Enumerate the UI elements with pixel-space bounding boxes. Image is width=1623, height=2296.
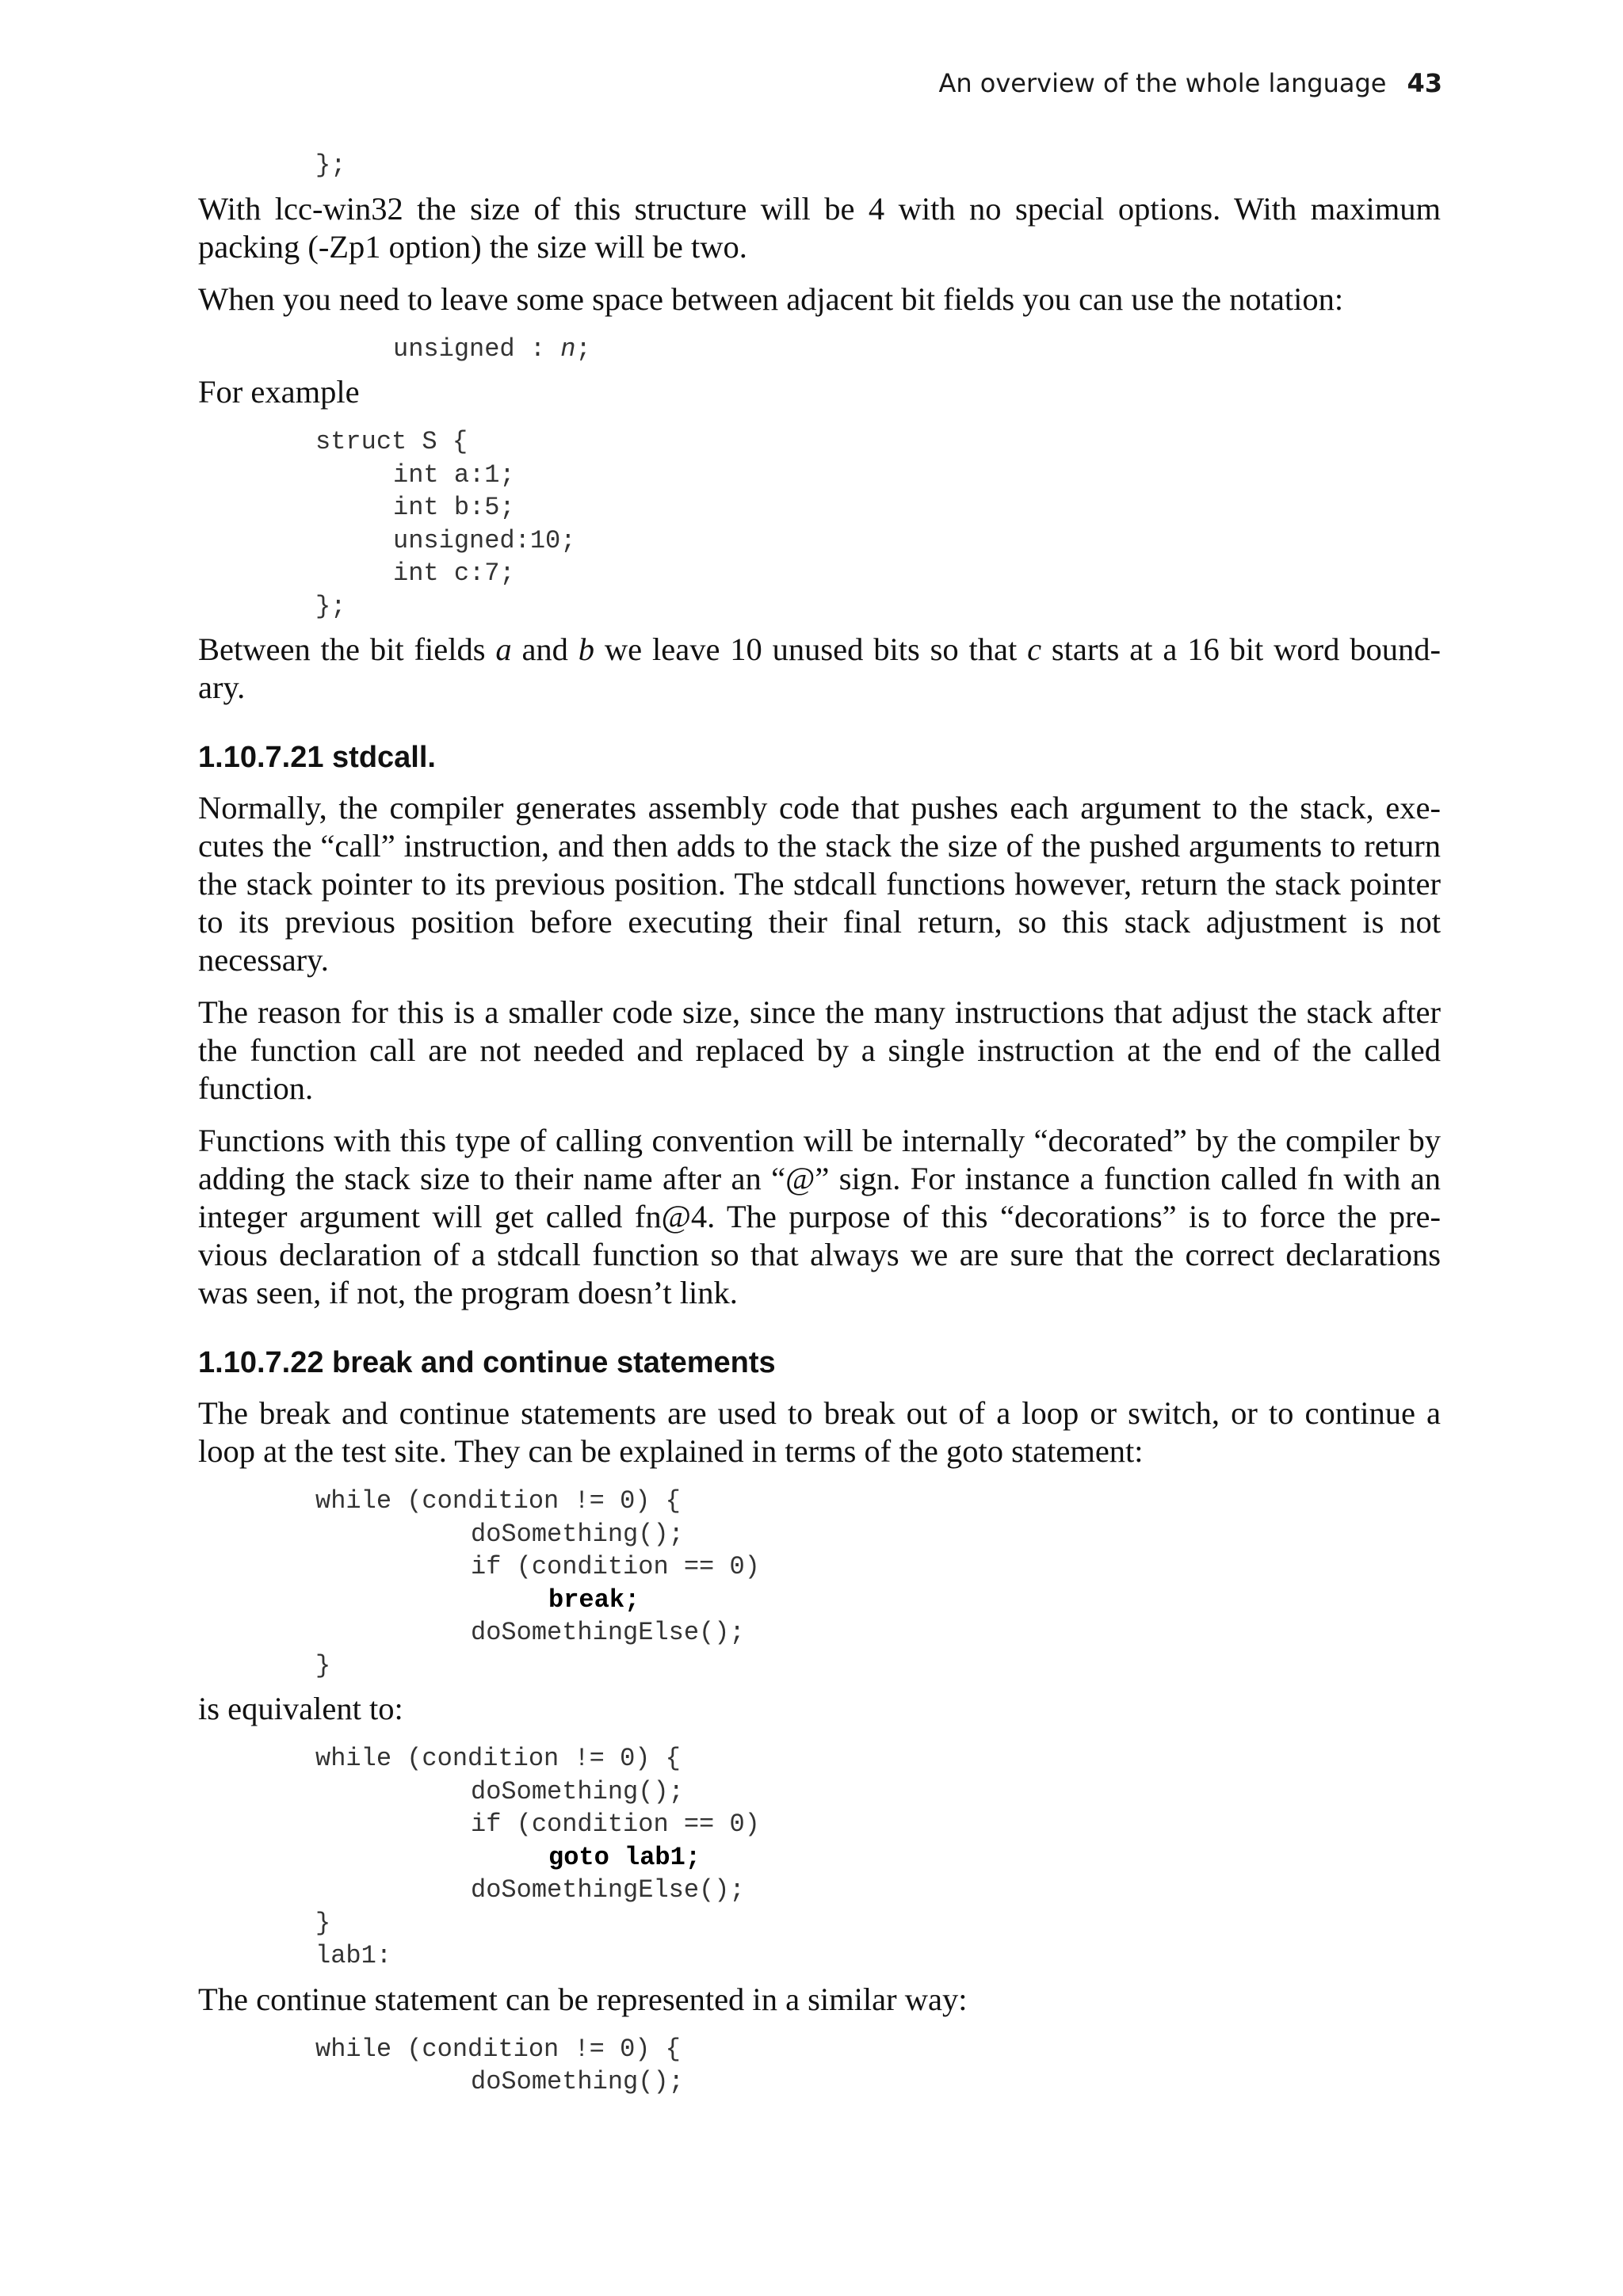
text-run: we leave 10 unused bits so that xyxy=(594,631,1028,667)
code-line: int a:1; xyxy=(393,460,515,490)
paragraph-continue: The continue statement can be represented in a similar way: xyxy=(198,1981,968,2017)
text-run: Between the bit fields xyxy=(198,631,496,667)
code-line: doSomething(); xyxy=(471,1776,684,1806)
code-line-keyword: break; xyxy=(548,1585,640,1615)
code-notation-var: n xyxy=(560,334,576,364)
code-line: doSomethingElse(); xyxy=(471,1875,745,1905)
paragraph-stdcall-1: Normally, the compiler generates assembly code that pushes each argument to the stack, exe-cutes the “call” instruction, and then adds to the stack the size of the pushed arguments to return the stack pointer to its previous position. The stdcall functions however, return the stack pointer to its previous position before executing their final return, so this stack adjustment is not necessary. xyxy=(198,790,1441,978)
code-continue-example xyxy=(315,2033,1441,2099)
paragraph-leave-space: When you need to leave some space between adjacent bit fields you can use the notation: xyxy=(198,280,1344,317)
code-line: if (condition == 0) xyxy=(471,1810,760,1839)
var-b: b xyxy=(578,631,595,667)
paragraph-struct-size: With lcc-win32 the size of this structure will be 4 with no special options. With maximum packing (-Zp1 option) the size will be two. xyxy=(198,190,1441,265)
code-struct-close xyxy=(315,149,1441,182)
code-line: while (condition != 0) { xyxy=(315,2034,681,2064)
code-goto-example xyxy=(315,1742,1441,1973)
text-run: starts at a 16 bit word bound-ary. xyxy=(198,631,1441,705)
code-break-example xyxy=(315,1485,1441,1682)
code-line: while (condition != 0) { xyxy=(315,1744,681,1773)
paragraph-bit-fields xyxy=(198,631,1441,707)
code-line: doSomethingElse(); xyxy=(471,1618,745,1647)
var-a: a xyxy=(495,631,512,667)
code-notation-prefix: unsigned : xyxy=(393,334,561,364)
code-line: lab1: xyxy=(315,1941,392,1970)
var-c: c xyxy=(1027,631,1042,667)
code-line: if (condition == 0) xyxy=(471,1552,760,1581)
code-line: while (condition != 0) { xyxy=(315,1486,681,1516)
header-title: An overview of the whole language xyxy=(938,68,1387,98)
code-line: }; xyxy=(315,151,346,180)
code-line: int c:7; xyxy=(393,559,515,588)
code-line: int b:5; xyxy=(393,493,515,522)
code-struct-example xyxy=(315,425,1441,623)
paragraph-break-continue: The break and continue statements are used to break out of a loop or switch, or to continue a loop at the test site. They can be explained in terms of the goto statement: xyxy=(198,1395,1441,1469)
page-number: 43 xyxy=(1407,68,1442,98)
code-line: } xyxy=(315,1908,331,1938)
running-header xyxy=(938,68,1442,98)
code-line: } xyxy=(315,1650,331,1680)
code-notation-suffix: ; xyxy=(575,334,591,364)
paragraph-stdcall-3: Functions with this type of calling convention will be internally “decorated” by the compiler by adding the stack size to their name after an “@” sign. For instance a function called fn with an integer argument will get called fn@4. The purpose of this “decorations” is to force the pre-vious declaration of a stdcall function so that always we are sure that the correct declarations was seen, if not, the program doesn’t link. xyxy=(198,1123,1441,1310)
code-line: struct S { xyxy=(315,427,468,456)
code-line: doSomething(); xyxy=(471,1519,684,1549)
text-run: and xyxy=(511,631,579,667)
code-line: doSomething(); xyxy=(471,2067,684,2096)
code-line-keyword: goto lab1; xyxy=(548,1842,701,1872)
code-unsigned-notation xyxy=(393,333,1441,366)
code-line: unsigned:10; xyxy=(393,525,576,555)
paragraph-equivalent: is equivalent to: xyxy=(198,1691,403,1726)
section-heading-stdcall: 1.10.7.21 stdcall. xyxy=(198,741,436,774)
page-body xyxy=(198,149,1441,2107)
paragraph-stdcall-2: The reason for this is a smaller code size, since the many instructions that adjust the stack after the function call are not needed and replaced by a single instruction at the end of the called function. xyxy=(198,994,1441,1106)
code-line: }; xyxy=(315,591,346,621)
paragraph-for-example: For example xyxy=(198,374,360,410)
section-heading-break-continue: 1.10.7.22 break and continue statements xyxy=(198,1346,776,1379)
